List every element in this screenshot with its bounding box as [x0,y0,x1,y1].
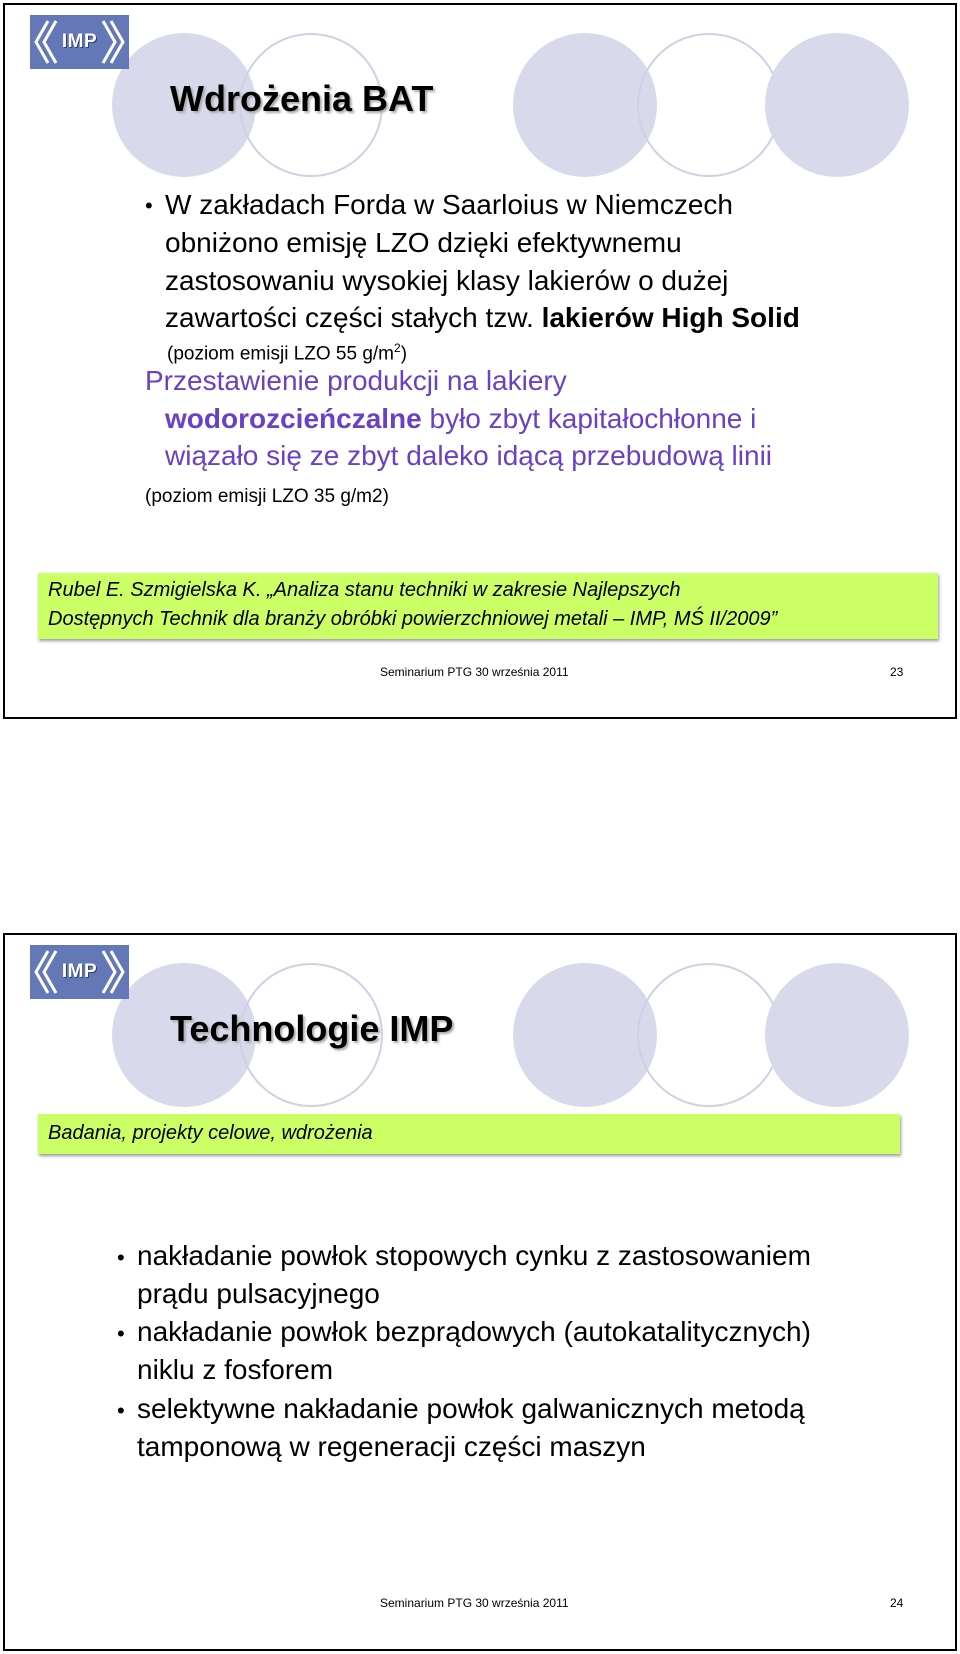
text-line: W zakładach Forda w Saarloius w Niemczech [165,189,733,220]
text-segment: (poziom emisji LZO 55 g/m [167,343,395,365]
imp-logo [30,15,129,69]
text-line: zastosowaniu wysokiej klasy lakierów o dużej [165,265,729,296]
bullet-line: niklu z fosforem [137,1354,334,1385]
text-line: wiązało się ze zbyt daleko idącą przebudową linii [165,440,773,471]
bullet-line: nakładanie powłok bezprądowych (autokatalitycznych) [137,1316,811,1347]
slide-title: Wdrożenia BAT [170,78,434,119]
bullet-dot: • [145,193,153,218]
bullet-dot: • [117,1321,125,1346]
bullet-line: tamponową w regeneracji części maszyn [137,1431,646,1462]
logo-text: IMP [61,961,98,982]
footer-text: Seminarium PTG 30 września 2011 [380,665,569,679]
bullet-dot: • [117,1398,125,1423]
text-segment: zawartości części stałych tzw. [165,302,542,333]
slide-24 [3,933,957,1651]
footer-text: Seminarium PTG 30 września 2011 [380,1596,569,1610]
imp-logo [30,945,129,999]
text-line [165,299,800,337]
reference-line: Rubel E. Szmigielska K. „Analiza stanu techniki w zakresie Najlepszych [48,579,681,601]
reference-line: Dostępnych Technik dla branży obróbki powierzchniowej metali – IMP, MŚ II/2009” [48,608,778,630]
decor-circle [765,963,909,1107]
subtitle-box [38,1114,900,1154]
decor-circle [765,33,909,177]
subtitle-text: Badania, projekty celowe, wdrożenia [48,1122,373,1144]
superscript: 2 [394,341,401,355]
text-line: obniżono emisję LZO dzięki efektywnemu [165,227,682,258]
bullet-line: prądu pulsacyjnego [137,1278,380,1309]
page-number: 23 [890,665,904,679]
decor-circle [513,33,657,177]
text-line [165,400,756,438]
text-line: (poziom emisji LZO 35 g/m2) [145,486,389,507]
bullet-dot: • [117,1245,125,1270]
slide-23 [3,3,957,719]
bullet-line: selektywne nakładanie powłok galwanicznych metodą [137,1393,805,1424]
page-number: 24 [890,1596,904,1610]
decor-circle [513,963,657,1107]
decor-circle [637,963,781,1107]
text-segment-bold: wodorozcieńczalne [165,403,422,434]
text-segment: ) [400,343,408,365]
text-segment-bold: lakierów High Solid [541,302,800,333]
reference-box [38,573,938,639]
text-line: Przestawienie produkcji na lakiery [145,365,567,396]
decor-circle [637,33,781,177]
bullet-line: nakładanie powłok stopowych cynku z zastosowaniem [137,1240,811,1271]
text-segment: było zbyt kapitałochłonne i [421,403,757,434]
logo-text: IMP [61,31,98,52]
slide-title: Technologie IMP [170,1008,454,1049]
